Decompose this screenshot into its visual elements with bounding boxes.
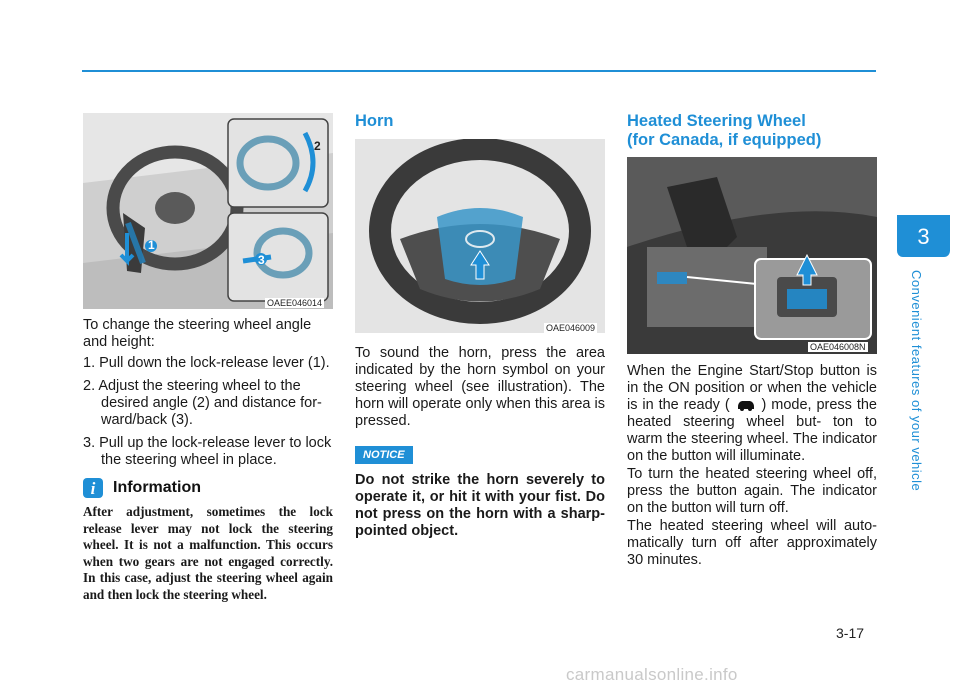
heated-wheel-title-line2: (for Canada, if equipped) bbox=[627, 131, 822, 149]
adjust-steps-list bbox=[83, 355, 333, 475]
callout-1: 1 bbox=[148, 238, 155, 252]
steering-adjust-illustration bbox=[83, 113, 333, 309]
notice-body: Do not strike the horn severely to operate it, or hit it with your fist. Do not press on the horn with a sharp-pointed object. bbox=[355, 472, 605, 539]
information-heading bbox=[83, 478, 201, 498]
information-title: Information bbox=[113, 479, 201, 496]
callout-3: 3 bbox=[258, 253, 265, 267]
figure-code: OAE046008N bbox=[810, 342, 866, 352]
header-rule bbox=[82, 70, 876, 72]
horn-figure bbox=[355, 139, 605, 333]
heated-wheel-p2: To turn the heated steering wheel off, press the button again. The indicator on the button will turn off. bbox=[627, 466, 877, 516]
figure-code: OAE046009 bbox=[546, 323, 596, 333]
callout-2: 2 bbox=[314, 139, 321, 153]
chapter-tab: 3 bbox=[897, 215, 950, 257]
horn-illustration bbox=[355, 139, 605, 333]
steering-adjust-figure bbox=[83, 113, 333, 309]
intro-text: To change the steering wheel angle and height: bbox=[83, 317, 312, 350]
list-item: 3. Pull up the lock-release lever to lock the steering wheel in place. bbox=[83, 435, 332, 468]
notice-badge: NOTICE bbox=[355, 446, 413, 464]
page-number: 3-17 bbox=[836, 625, 865, 641]
heated-wheel-title bbox=[627, 112, 821, 150]
horn-title: Horn bbox=[355, 112, 394, 130]
heated-wheel-illustration bbox=[627, 157, 877, 354]
car-ready-icon bbox=[735, 397, 757, 412]
chapter-title: Convenient features of your vehicle bbox=[909, 270, 924, 492]
heated-wheel-p1 bbox=[627, 363, 877, 465]
heated-wheel-p1-before: When the Engine Start/Stop button is in the ON position or when the vehicle is in the ready ( bbox=[627, 363, 877, 413]
figure-code: OAEE046014 bbox=[267, 298, 323, 308]
heated-wheel-figure bbox=[627, 157, 877, 354]
heated-wheel-p3: The heated steering wheel will auto- matically turn off after approximately 30 minutes. bbox=[627, 518, 877, 568]
heated-wheel-title-line1: Heated Steering Wheel bbox=[627, 112, 806, 130]
list-item: 1. Pull down the lock-release lever (1). bbox=[83, 355, 330, 371]
info-icon: i bbox=[83, 478, 103, 498]
horn-body: To sound the horn, press the area indicated by the horn symbol on your steering wheel (see illustration). The horn will operate only when this area is pressed. bbox=[355, 345, 605, 429]
information-body: After adjustment, sometimes the lock release lever may not lock the steering wheel. It is not a malfunction. This occurs when two gears are not engaged correctly. In this case, adjust the steering wheel again and then lock the steering wheel. bbox=[83, 504, 333, 602]
list-item: 2. Adjust the steering wheel to the desired angle (2) and distance for- ward/back (3). bbox=[83, 378, 322, 428]
heated-wheel-p1-after: ) mode, press the heated steering wheel but- ton to warm the steering wheel. The indicator on the button will illuminate. bbox=[627, 397, 878, 464]
watermark: carmanualsonline.info bbox=[566, 665, 738, 684]
